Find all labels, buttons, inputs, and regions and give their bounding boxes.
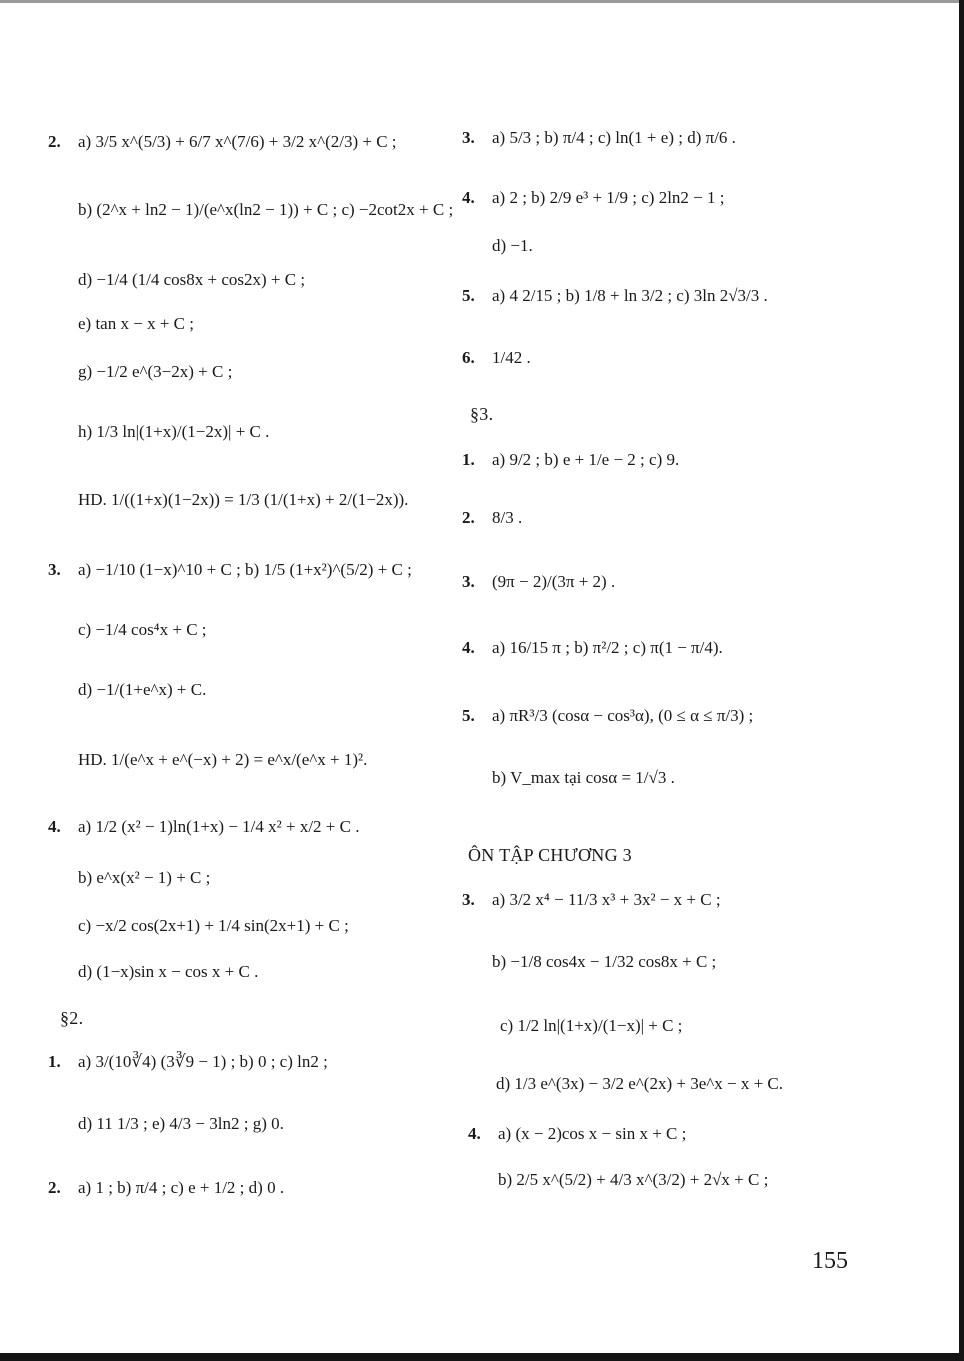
section-heading: §2. [60,1008,84,1028]
answer-line: c) −x/2 cos(2x+1) + 1/4 sin(2x+1) + C ; [78,916,349,935]
answer-line: 3. (9π − 2)/(3π + 2) . [462,572,616,591]
answer-line: 2. 8/3 . [462,508,523,527]
hint-line: HD. 1/((1+x)(1−2x)) = 1/3 (1/(1+x) + 2/(1−2x)). [78,490,409,509]
answer-line: b) e^x(x² − 1) + C ; [78,868,211,887]
answer-line: 4. a) 1/2 (x² − 1)ln(1+x) − 1/4 x² + x/2 + C . [48,817,360,836]
answer-line: d) (1−x)sin x − cos x + C . [78,962,259,981]
answer-line: d) −1. [492,236,533,255]
page-number: 155 [812,1248,848,1274]
answer-line: 4. a) 16/15 π ; b) π²/2 ; c) π(1 − π/4). [462,638,723,657]
answer-line: d) −1/(1+e^x) + C. [78,680,207,699]
answer-line: 3. a) 5/3 ; b) π/4 ; c) ln(1 + e) ; d) π/6 . [462,128,736,147]
answer-line: c) 1/2 ln|(1+x)/(1−x)| + C ; [500,1016,683,1035]
answer-line: b) 2/5 x^(5/2) + 4/3 x^(3/2) + 2√x + C ; [498,1170,769,1189]
answer-line: 5. a) πR³/3 (cosα − cos³α), (0 ≤ α ≤ π/3) ; [462,706,754,725]
answer-line: e) tan x − x + C ; [78,314,194,333]
section-heading: §3. [470,404,494,424]
answer-line: h) 1/3 ln|(1+x)/(1−2x)| + C . [78,422,270,441]
bottom-border [0,1353,964,1361]
answer-line: d) −1/4 (1/4 cos8x + cos2x) + C ; [78,270,306,289]
answer-line: 4. a) 2 ; b) 2/9 e³ + 1/9 ; c) 2ln2 − 1 ; [462,188,725,207]
answer-line: b) V_max tại cosα = 1/√3 . [492,768,675,787]
answer-line: 1. a) 3/(10∛4) (3∛9 − 1) ; b) 0 ; c) ln2 ; [48,1052,328,1071]
answer-line: b) (2^x + ln2 − 1)/(e^x(ln2 − 1)) + C ; c) −2cot2x + C ; [78,200,454,219]
answer-line: 3. a) −1/10 (1−x)^10 + C ; b) 1/5 (1+x²)^(5/2) + C ; [48,560,412,579]
chapter-review-heading: ÔN TẬP CHƯƠNG 3 [468,845,632,865]
right-border [959,0,964,1361]
answer-line: 6. 1/42 . [462,348,531,367]
answer-line: 2. a) 3/5 x^(5/3) + 6/7 x^(7/6) + 3/2 x^(2/3) + C ; [48,132,397,151]
hint-line: HD. 1/(e^x + e^(−x) + 2) = e^x/(e^x + 1)². [78,750,368,769]
answer-line: 4. a) (x − 2)cos x − sin x + C ; [468,1124,687,1143]
answer-line: 2. a) 1 ; b) π/4 ; c) e + 1/2 ; d) 0 . [48,1178,285,1197]
answer-line: 5. a) 4 2/15 ; b) 1/8 + ln 3/2 ; c) 3ln 2√3/3 . [462,286,768,305]
answer-line: g) −1/2 e^(3−2x) + C ; [78,362,233,381]
answer-line: 3. a) 3/2 x⁴ − 11/3 x³ + 3x² − x + C ; [462,890,721,909]
answer-line: c) −1/4 cos⁴x + C ; [78,620,207,639]
top-border [0,0,964,3]
answer-line: 1. a) 9/2 ; b) e + 1/e − 2 ; c) 9. [462,450,680,469]
answer-line: d) 1/3 e^(3x) − 3/2 e^(2x) + 3e^x − x + C. [496,1074,784,1093]
answer-line: b) −1/8 cos4x − 1/32 cos8x + C ; [492,952,717,971]
answer-line: d) 11 1/3 ; e) 4/3 − 3ln2 ; g) 0. [78,1114,284,1133]
